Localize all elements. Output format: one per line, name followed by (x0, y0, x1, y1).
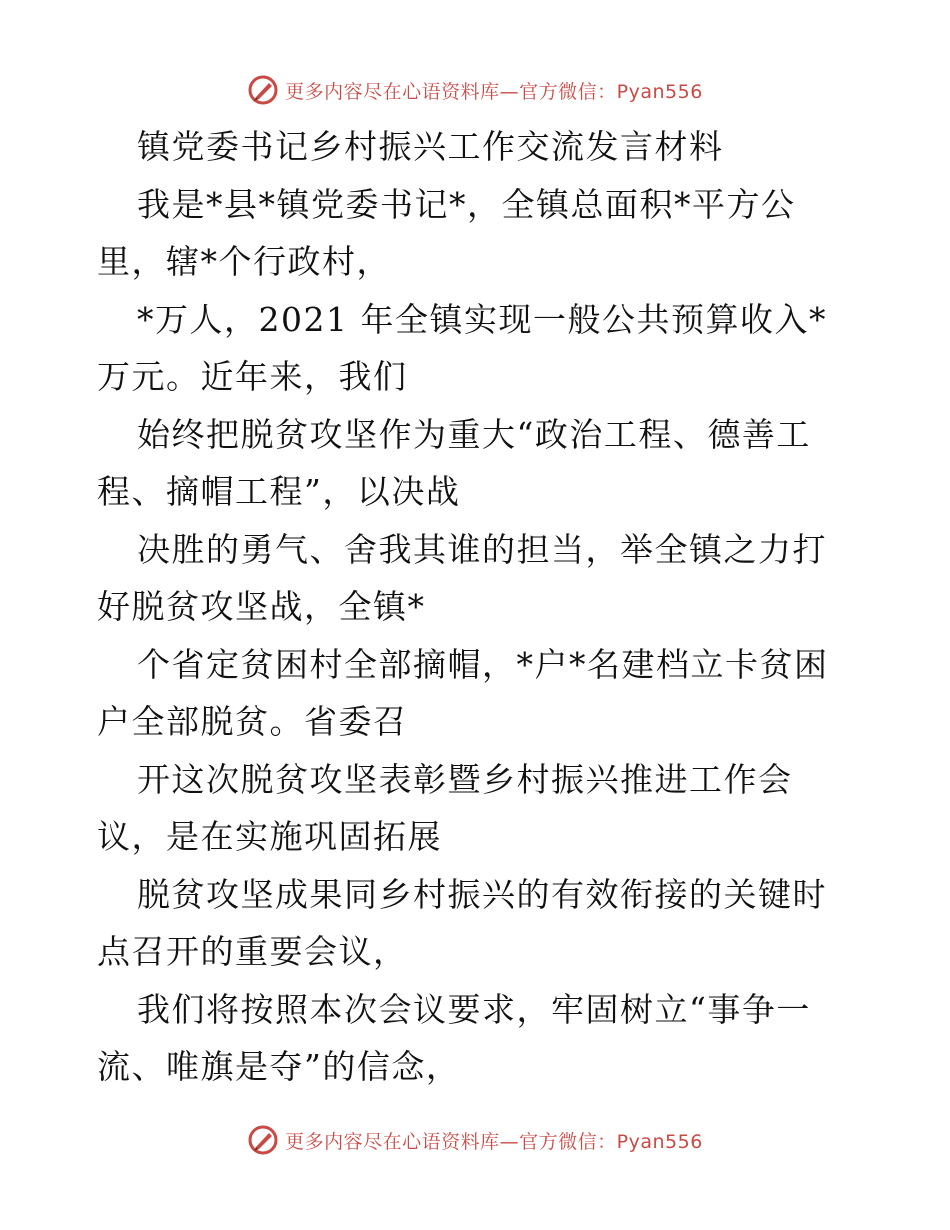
watermark-wechat-id: Pyan556 (616, 80, 703, 103)
paragraph: 始终把脱贫攻坚作为重大“政治工程、德善工程、摘帽工程”，以决战 (97, 414, 811, 511)
watermark-text: 更多内容尽在心语资料库—官方微信：Pyan556 (285, 80, 703, 103)
pen-logo-icon (247, 74, 279, 106)
watermark-footer (0, 1120, 950, 1160)
paragraph: 我们将按照本次会议要求，牢固树立“事争一流、唯旗是夺”的信念， (97, 989, 811, 1086)
document-title: 镇党委书记乡村振兴工作交流发言材料 (137, 127, 724, 166)
paragraph: 决胜的勇气、舍我其谁的担当，举全镇之力打好脱贫攻坚战，全镇* (97, 529, 827, 626)
watermark-text: 更多内容尽在心语资料库—官方微信：Pyan556 (285, 1130, 703, 1153)
paragraph: 开这次脱贫攻坚表彰暨乡村振兴推进工作会议，是在实施巩固拓展 (97, 759, 793, 856)
paragraph: 脱贫攻坚成果同乡村振兴的有效衔接的关键时点召开的重要会议， (97, 874, 827, 971)
watermark-wechat-id: Pyan556 (616, 1130, 703, 1153)
paragraph: 个省定贫困村全部摘帽，*户*名建档立卡贫困户全部脱贫。省委召 (97, 644, 829, 741)
paragraph: *万人，2021 年全镇实现一般公共预算收入*万元。近年来，我们 (97, 299, 827, 396)
pen-logo-icon (247, 1124, 279, 1156)
document-body (97, 118, 857, 1096)
paragraph: 我是*县*镇党委书记*，全镇总面积*平方公里，辖*个行政村， (97, 184, 796, 281)
watermark-header (0, 70, 950, 110)
